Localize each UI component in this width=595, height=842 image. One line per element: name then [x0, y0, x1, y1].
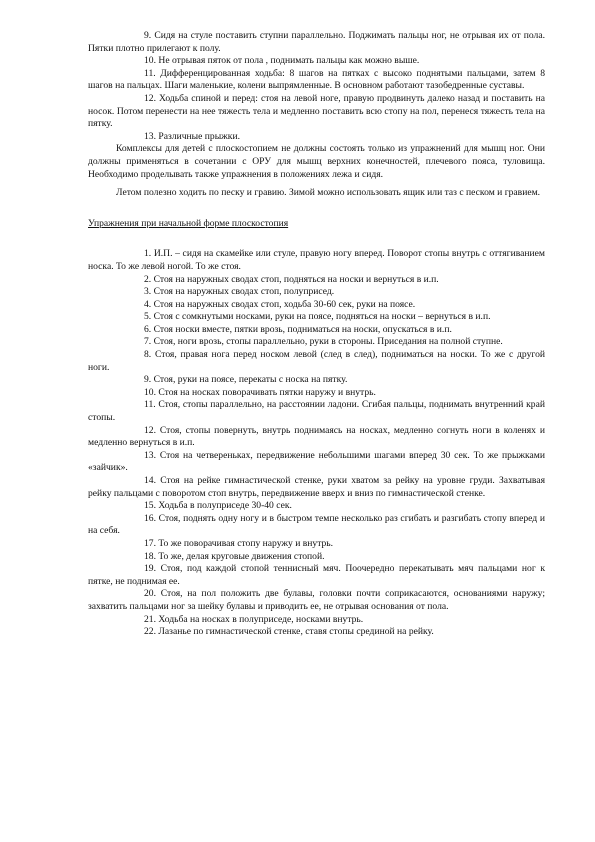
list-item	[88, 475, 545, 500]
item-number: 1.	[144, 248, 152, 260]
list-item	[88, 374, 545, 387]
list-item	[88, 248, 545, 273]
item-text: Не отрывая пяток от пола , поднимать пальцы как можно выше.	[158, 55, 420, 67]
item-number: 2.	[144, 273, 152, 285]
item-number: 17.	[144, 537, 156, 549]
item-number: 9.	[144, 374, 152, 386]
paragraph-summer: Летом полезно ходить по песку и гравию. Зимой можно использовать ящик или таз с песком и гравием.	[116, 187, 541, 199]
item-text: Стоя на рейке гимнастической стенке, руки хватом за рейку на уровне груди. Захватывая рейку пальцами с поворотом стоп внутрь, передвижение вверх и вниз по гимнастической стенке.	[88, 475, 545, 499]
list-item	[88, 387, 545, 400]
list-item	[88, 311, 545, 324]
item-text: Стоя, правая нога перед носком левой (след в след), подниматься на носки. То же с другой ноги.	[88, 349, 546, 373]
list-item	[88, 68, 545, 93]
list-item	[88, 349, 545, 374]
item-number: 9.	[144, 30, 152, 41]
list-item	[88, 131, 545, 144]
item-number: 15.	[144, 500, 156, 512]
list-item	[88, 324, 545, 337]
item-text: То же поворачивая стопу наружу и внутрь.	[158, 537, 334, 549]
item-number: 11.	[144, 67, 156, 79]
list-item	[88, 425, 545, 450]
item-number: 3.	[144, 286, 152, 298]
item-text: Стоя на четвереньках, передвижение небольшими шагами вперед 30 сек. То же прыжками «зайчик».	[88, 449, 545, 474]
item-number: 5.	[144, 311, 152, 323]
item-number: 11.	[144, 399, 156, 411]
list-item	[88, 551, 545, 564]
item-text: Стоя на наружных сводах стоп, полуприсед.	[153, 286, 335, 298]
item-text: Различные прыжки.	[158, 130, 240, 142]
paragraph-complexes: Комплексы для детей с плоскостопием не должны состоять только из упражнений для мышц ног. Они должны применяться в сочетании с ОРУ для мышц верхних конечностей, плечевого пояса, туловища. Необходимо проделывать также упражнения в положениях лежа и сидя.	[88, 143, 545, 180]
item-text: Стоя на наружных сводах стоп, ходьба 30-60 сек, руки на поясе.	[153, 298, 416, 310]
item-text: То же, делая круговые движения стопой.	[158, 550, 325, 562]
item-number: 13.	[144, 130, 156, 142]
item-text: Стоя, ноги врозь, стопы параллельно, руки в стороны. Приседания на полной ступне.	[153, 336, 503, 348]
exercise-list-part2	[88, 248, 545, 638]
item-text: Стоя, стопы повернуть, внутрь поднимаясь на носках, медленно согнуть ноги в коленях и медленно вернуться в и.п.	[88, 424, 545, 449]
list-item	[88, 336, 545, 349]
item-text: Ходьба спиной и перед: стоя на левой ноге, правую продвинуть далеко назад и поставить на носок. Потом перенести на нее тяжесть тела и медленно поставить всю стопу на пол, перенеся тяжесть тела на пятку.	[88, 92, 545, 130]
item-number: 19.	[144, 563, 156, 575]
item-text: Стоя с сомкнутыми носками, руки на поясе, подняться на носки – вернуться в и.п.	[153, 311, 491, 323]
item-text: Лазанье по гимнастической стенке, ставя стопы срединой на рейку.	[158, 626, 434, 638]
list-item	[88, 538, 545, 551]
item-number: 6.	[144, 323, 152, 335]
list-item	[88, 399, 545, 424]
item-number: 4.	[144, 298, 152, 310]
item-number: 20.	[144, 588, 156, 600]
item-text: Стоя носки вместе, пятки врозь, подниматься на носки, опускаться в и.п.	[153, 323, 452, 335]
list-item	[88, 274, 545, 287]
item-number: 13.	[144, 449, 156, 461]
item-number: 10.	[144, 55, 156, 67]
item-number: 8.	[144, 349, 152, 361]
item-text: Стоя, под каждой стопой теннисный мяч. Поочередно перекатывать мяч пальцами ног к пятке, не поднимая ее.	[88, 563, 545, 587]
exercise-list-part1	[88, 30, 545, 143]
item-number: 18.	[144, 550, 156, 562]
item-text: Ходьба на носках в полуприседе, носками внутрь.	[158, 613, 364, 625]
list-item	[88, 93, 545, 131]
item-number: 7.	[144, 336, 152, 348]
list-item	[88, 30, 545, 55]
item-number: 14.	[144, 475, 156, 486]
item-text: Стоя, стопы параллельно, на расстоянии ладони. Сгибая пальцы, поднимать внутренний край стопы.	[88, 399, 545, 424]
item-text: И.П. – сидя на скамейке или стуле, правую ногу вперед. Поворот стопы внутрь с оттягиванием носка. То же левой ногой. То же стоя.	[88, 248, 545, 272]
list-item	[88, 513, 545, 538]
item-number: 10.	[144, 386, 156, 398]
item-number: 21.	[144, 613, 156, 625]
item-number: 16.	[144, 512, 156, 524]
list-item	[88, 55, 545, 68]
item-text: Стоя, поднять одну ногу и в быстром темпе несколько раз сгибать и разгибать стопу вперед и на себя.	[88, 512, 545, 537]
document-body	[88, 30, 545, 639]
list-item	[88, 626, 545, 639]
item-text: Стоя на носках поворачивать пятки наружу и внутрь.	[158, 386, 376, 398]
section-heading: Упражнения при начальной форме плоскостопия	[88, 217, 289, 229]
item-text: Стоя, на пол положить две булавы, головки почти соприкасаются, основаниями наружу; захватить пальцами ног за шейку булавы и приводить ее, не отрывая основания от пола.	[88, 588, 545, 612]
item-text: Стоя на наружных сводах стоп, подняться на носки и вернуться в и.п.	[153, 273, 439, 285]
item-number: 12.	[144, 92, 156, 104]
list-item	[88, 500, 545, 513]
list-item	[88, 588, 545, 613]
item-text: Стоя, руки на поясе, перекаты с носка на пятку.	[153, 374, 348, 386]
item-text: Ходьба в полуприседе 30-40 сек.	[158, 500, 292, 512]
item-text: Дифференцированная ходьба: 8 шагов на пятках с высоко поднятыми пальцами, затем 8 шагов на пальцах. Шаги маленькие, колени выпрямленные. В основном работают тазобедренные суставы.	[88, 67, 545, 92]
list-item	[88, 299, 545, 312]
item-number: 12.	[144, 424, 156, 436]
item-number: 22.	[144, 626, 156, 638]
list-item	[88, 614, 545, 627]
item-text: Сидя на стуле поставить ступни параллельно. Поджимать пальцы ног, не отрывая их от пола. Пятки плотно прилегают к полу.	[88, 30, 545, 54]
list-item	[88, 450, 545, 475]
list-item	[88, 286, 545, 299]
list-item	[88, 563, 545, 588]
